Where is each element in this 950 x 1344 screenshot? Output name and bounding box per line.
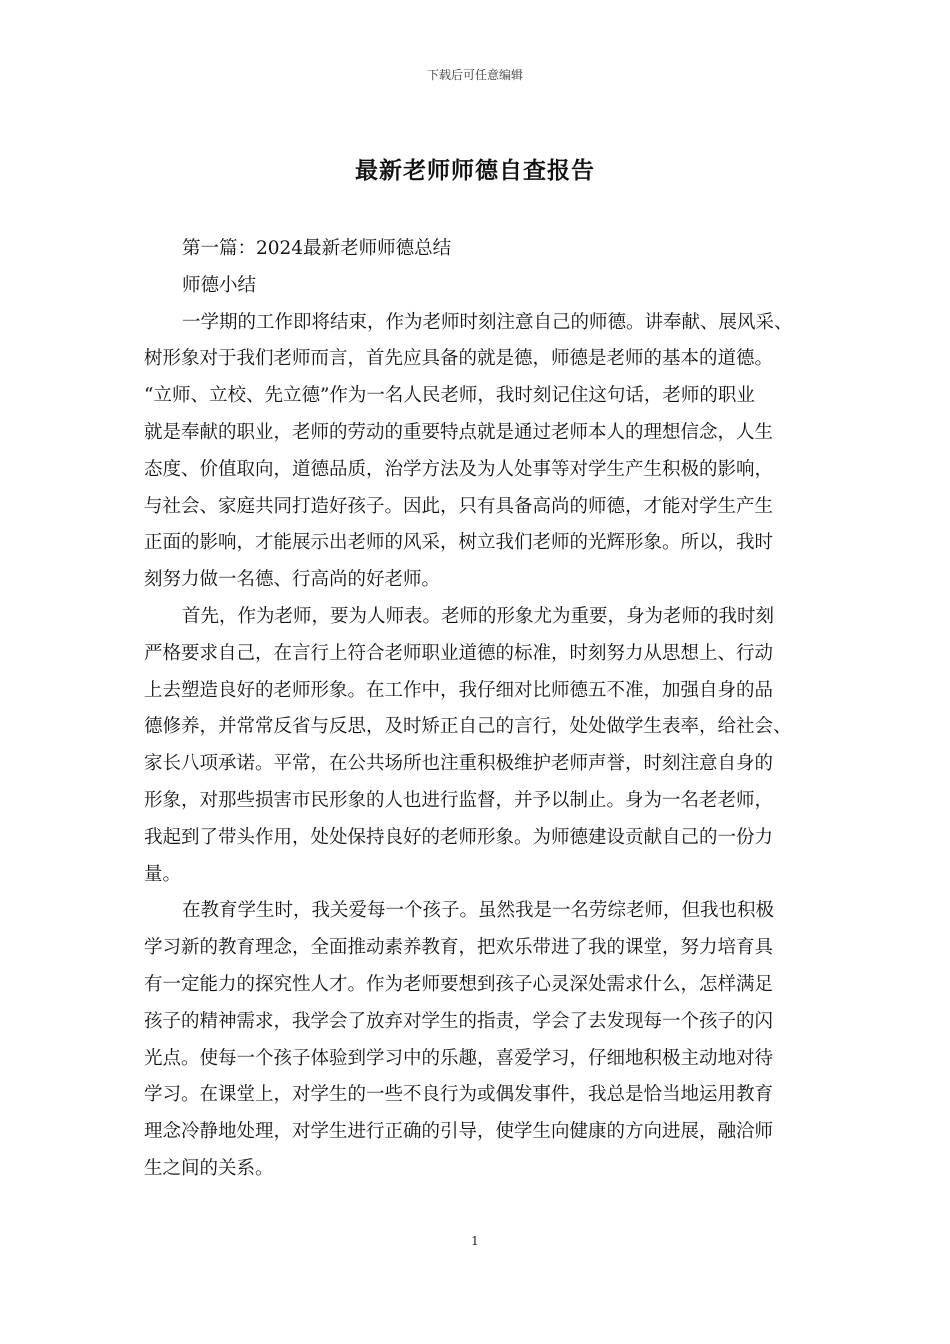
paragraph-line: 与社会、家庭共同打造好孩子。因此，只有具备高尚的师德，才能对学生产生 bbox=[144, 495, 774, 517]
document-title: 最新老师师德自查报告 bbox=[355, 157, 595, 184]
paragraph-line: 就是奉献的职业，老师的劳动的重要特点就是通过老师本人的理想信念，人生 bbox=[144, 421, 774, 443]
page-number: 1 bbox=[471, 1234, 479, 1248]
section-heading: 第一篇：2024最新老师师德总结 bbox=[182, 238, 452, 259]
paragraph-line: 树形象对于我们老师而言，首先应具备的就是德，师德是老师的基本的道德。 bbox=[144, 348, 774, 370]
paragraph-line: “立师、立校、先立德”作为一名人民老师，我时刻记住这句话，老师的职业 bbox=[144, 385, 755, 407]
paragraph-3 bbox=[144, 893, 828, 1187]
subheading: 师德小结 bbox=[182, 274, 257, 296]
paragraph-line: 学习新的教育理念，全面推动素养教育，把欢乐带进了我的课堂，努力培育具 bbox=[144, 937, 774, 959]
paragraph-line: 态度、价值取向，道德品质，治学方法及为人处事等对学生产生积极的影响， bbox=[144, 458, 774, 480]
paragraph-line: 在教育学生时，我关爱每一个孩子。虽然我是一名劳综老师，但我也积极 bbox=[182, 900, 775, 922]
paragraph-2 bbox=[144, 599, 828, 893]
paragraph-line: 形象，对那些损害市民形象的人也进行监督，并予以制止。身为一名老老师， bbox=[144, 789, 774, 811]
paragraph-line: 上去塑造良好的老师形象。在工作中，我仔细对比师德五不准，加强自身的品 bbox=[144, 679, 774, 701]
paragraph-line: 德修养，并常常反省与反思，及时矫正自己的言行，处处做学生表率，给社会、 bbox=[144, 716, 792, 738]
paragraph-line: 生之间的关系。 bbox=[144, 1157, 274, 1179]
paragraph-line: 理念冷静地处理，对学生进行正确的引导，使学生向健康的方向进展，融洽师 bbox=[144, 1121, 774, 1143]
document-body bbox=[144, 231, 828, 1188]
paragraph-line: 严格要求自己，在言行上符合老师职业道德的标准，时刻努力从思想上、行动 bbox=[144, 642, 774, 664]
paragraph-1 bbox=[144, 305, 828, 599]
paragraph-line: 首先，作为老师，要为人师表。老师的形象尤为重要，身为老师的我时刻 bbox=[182, 605, 775, 627]
paragraph-line: 光点。使每一个孩子体验到学习中的乐趣，喜爱学习，仔细地积极主动地对待 bbox=[144, 1047, 774, 1069]
paragraph-line: 量。 bbox=[144, 863, 182, 885]
paragraph-line: 学习。在课堂上，对学生的一些不良行为或偶发事件，我总是恰当地运用教育 bbox=[144, 1084, 774, 1106]
paragraph-line: 家长八项承诺。平常，在公共场所也注重积极维护老师声誉，时刻注意自身的 bbox=[144, 753, 774, 775]
paragraph-line: 一学期的工作即将结束，作为老师时刻注意自己的师德。讲奉献、展风采、 bbox=[182, 311, 793, 333]
paragraph-line: 刻努力做一名德、行高尚的好老师。 bbox=[144, 569, 441, 591]
paragraph-line: 我起到了带头作用，处处保持良好的老师形象。为师德建设贡献自己的一份力 bbox=[144, 826, 774, 848]
paragraph-line: 有一定能力的探究性人才。作为老师要想到孩子心灵深处需求什么，怎样满足 bbox=[144, 973, 774, 995]
paragraph-line: 孩子的精神需求，我学会了放弃对学生的指责，学会了去发现每一个孩子的闪 bbox=[144, 1010, 774, 1032]
paragraph-line: 正面的影响，才能展示出老师的风采，树立我们老师的光辉形象。所以，我时 bbox=[144, 532, 774, 554]
header-note: 下载后可任意编辑 bbox=[426, 68, 523, 82]
